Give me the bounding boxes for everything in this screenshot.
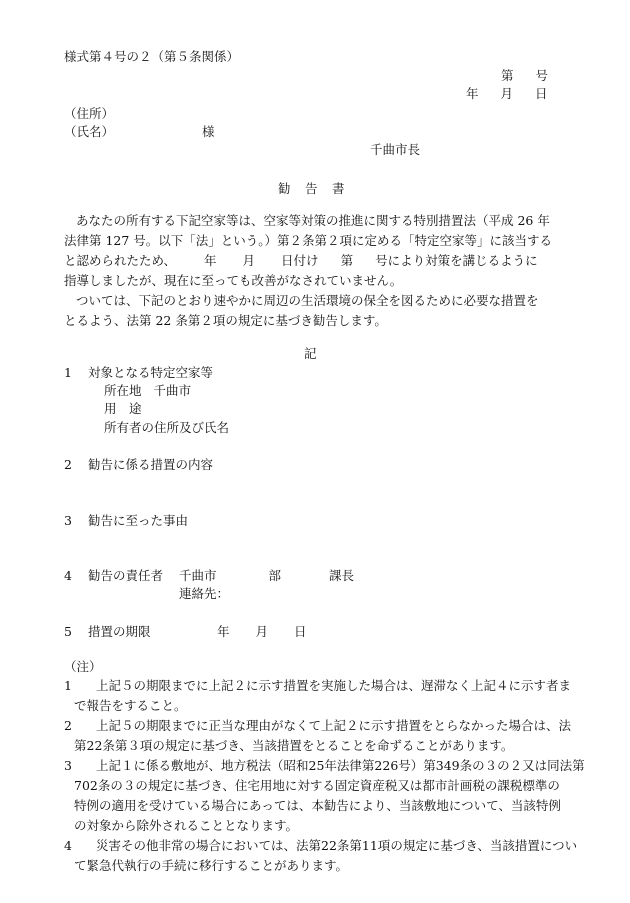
body-line: あなたの所有する下記空家等は、空家等対策の推進に関する特別措置法（平成 26 年 xyxy=(76,213,550,228)
item-4-label: 勧告の責任者 xyxy=(88,568,164,583)
note-number: 1 xyxy=(64,678,72,693)
item-4-responsible: 千曲市 部 課長 xyxy=(179,568,355,583)
date-day: 日 xyxy=(535,86,548,101)
doc-no-suffix: 号 xyxy=(535,68,549,83)
form-number: 様式第４号の２（第５条関係） xyxy=(64,49,240,64)
body-line: 法律第 127 号。以下「法」という。）第２条第２項に定める「特定空家等」に該当する xyxy=(64,233,553,248)
issuer-name: 千曲市長 xyxy=(370,142,421,157)
item-3-label: 勧告に至った事由 xyxy=(88,513,189,528)
document-title: 勧 告 書 xyxy=(278,181,346,196)
item-1-owner: 所有者の住所及び氏名 xyxy=(104,420,230,435)
item-2-label: 勧告に係る措置の内容 xyxy=(88,457,214,472)
item-4-number: 4 xyxy=(64,568,72,583)
item-3-number: 3 xyxy=(64,513,72,528)
date-month: 月 xyxy=(500,86,514,101)
note-item: 2 上記５の期限までに正当な理由がなくて上記２に示す措置をとらなかった場合は、法 第22条第３項の規定に基づき、当該措置をとることを命ずることがあります。 xyxy=(64,718,572,753)
recipient-name-label: （氏名） xyxy=(64,124,115,139)
issue-date xyxy=(466,86,548,102)
note-item: 1 上記５の期限までに上記２に示す措置を実施した場合は、遅滞なく上記４に示す者ま で報告をすること。 xyxy=(64,678,572,713)
body-line: とるよう、法第 22 条第２項の規定に基づき勧告します。 xyxy=(64,313,387,328)
item-5-number: 5 xyxy=(64,624,72,639)
recipient-address-label: （住所） xyxy=(64,106,115,121)
note-number: 2 xyxy=(64,718,72,733)
body-paragraph-2 xyxy=(64,291,554,331)
body-line: ついては、下記のとおり速やかに周辺の生活環境の保全を図るために必要な措置を xyxy=(76,293,539,308)
body-line: と認められたため、 年 月 日付け 第 号により対策を講じるように xyxy=(64,253,538,268)
note-item: 3 上記１に係る敷地が、地方税法（昭和25年法律第226号）第349条の３の２又は同法第 702条の３の規定に基づき、住宅用地に対する固定資産税又は都市計画税の課税標準の 特例の適用を受けている場合にあっては、本勧告により、当該敷地について、当該特例 の対象から除外されることとなります。 xyxy=(64,758,585,833)
item-1-label: 対象となる特定空家等 xyxy=(88,365,214,380)
item-1-number: 1 xyxy=(64,365,72,380)
item-1-use: 用 途 xyxy=(104,401,142,416)
item-4-contact: 連絡先： xyxy=(179,586,230,601)
note-number: 4 xyxy=(64,838,72,853)
item-5-label: 措置の期限 xyxy=(88,624,151,639)
body-line: 指導しましたが、現在に至っても改善がなされていません。 xyxy=(64,273,403,288)
recipient-honorific: 様 xyxy=(202,124,215,139)
note-number: 3 xyxy=(64,758,72,773)
note-item: 4 災害その他非常の場合においては、法第22条第11項の規定に基づき、当該措置につい て緊急代執行の手続に移行することがあります。 xyxy=(64,838,578,873)
item-1-location: 所在地 千曲市 xyxy=(104,383,192,398)
document-number xyxy=(501,68,548,84)
item-2-number: 2 xyxy=(64,457,72,472)
notes-heading: （注） xyxy=(64,659,102,674)
ki-heading: 記 xyxy=(304,346,317,361)
doc-no-prefix: 第 xyxy=(501,68,514,83)
date-year: 年 xyxy=(466,86,479,101)
notes-list xyxy=(64,676,585,876)
body-paragraph-1 xyxy=(64,211,554,291)
item-5-deadline: 年 月 日 xyxy=(217,624,307,639)
